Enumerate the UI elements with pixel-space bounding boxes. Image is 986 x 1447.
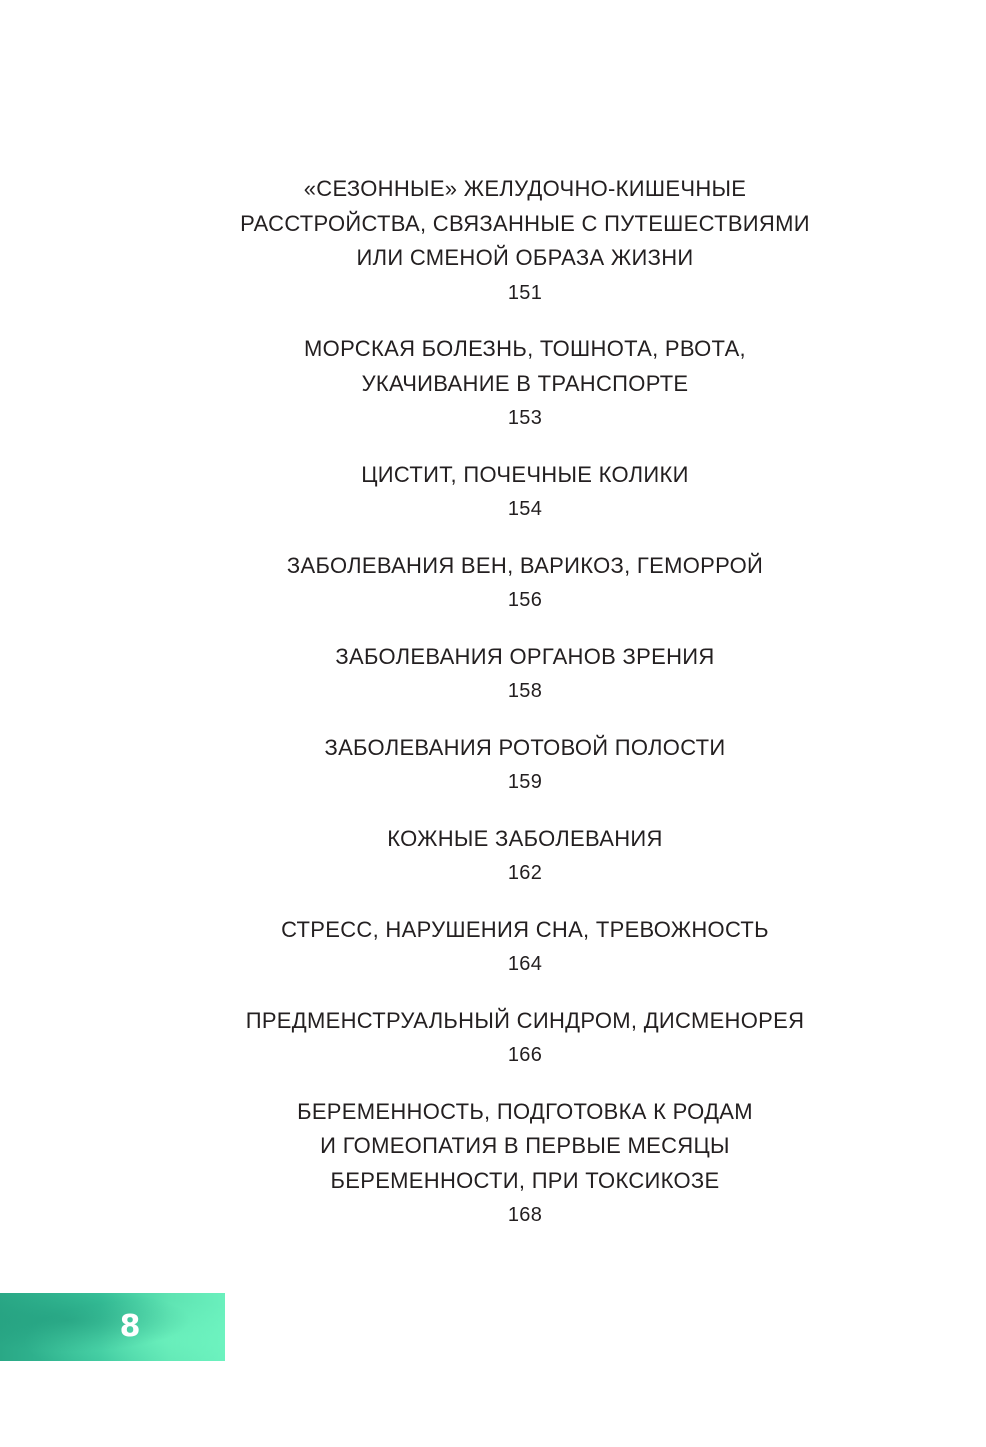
toc-entry-page-number: 162 — [507, 862, 543, 884]
toc-entry[interactable] — [150, 458, 900, 527]
toc-entry-title-line: ЦИСТИТ, ПОЧЕЧНЫЕ КОЛИКИ — [361, 461, 689, 487]
toc-entry[interactable] — [150, 549, 900, 618]
toc-entry[interactable] — [150, 913, 900, 982]
toc-entry-page-number: 166 — [507, 1044, 543, 1066]
page-number-tab — [0, 1293, 225, 1361]
toc-entry-page-number: 153 — [507, 407, 543, 429]
page-number: 8 — [119, 1309, 141, 1344]
toc-entry-title-line: ЗАБОЛЕВАНИЯ ОРГАНОВ ЗРЕНИЯ — [335, 643, 715, 669]
toc-entry-title-line: ПРЕДМЕНСТРУАЛЬНЫЙ СИНДРОМ, ДИСМЕНОРЕЯ — [245, 1007, 805, 1033]
toc-entry-page-number: 158 — [507, 680, 543, 702]
toc-entry-title-line: БЕРЕМЕННОСТЬ, ПОДГОТОВКА К РОДАМ — [297, 1098, 753, 1124]
toc-entry-title-line: МОРСКАЯ БОЛЕЗНЬ, ТОШНОТА, РВОТА, — [304, 336, 746, 361]
toc-entry-page-number: 151 — [507, 281, 543, 304]
toc-entry-page-number: 164 — [507, 953, 543, 975]
toc-entry[interactable] — [150, 332, 900, 436]
toc-entry-title-line: ЗАБОЛЕВАНИЯ РОТОВОЙ ПОЛОСТИ — [324, 734, 726, 760]
toc-entry-title-line: УКАЧИВАНИЕ В ТРАНСПОРТЕ — [361, 370, 689, 396]
toc-entry[interactable] — [150, 172, 900, 310]
toc-entry-title-line: КОЖНЫЕ ЗАБОЛЕВАНИЯ — [387, 825, 663, 851]
toc-entry-title-line: И ГОМЕОПАТИЯ В ПЕРВЫЕ МЕСЯЦЫ — [320, 1133, 730, 1158]
toc-entry[interactable] — [150, 640, 900, 709]
toc-entry-title-line: ЗАБОЛЕВАНИЯ ВЕН, ВАРИКОЗ, ГЕМОРРОЙ — [286, 552, 764, 578]
toc-entry[interactable] — [150, 1004, 900, 1073]
table-of-contents — [150, 172, 900, 1255]
toc-entry-page-number: 154 — [507, 498, 543, 520]
toc-entry[interactable] — [150, 822, 900, 891]
toc-entry-title-line: РАССТРОЙСТВА, СВЯЗАННЫЕ С ПУТЕШЕСТВИЯМИ — [240, 210, 810, 236]
toc-entry-page-number: 159 — [507, 771, 543, 793]
toc-entry-title-line: БЕРЕМЕННОСТИ, ПРИ ТОКСИКОЗЕ — [330, 1167, 720, 1193]
toc-entry-page-number: 168 — [507, 1204, 543, 1226]
toc-entry[interactable] — [150, 731, 900, 800]
toc-entry-page-number: 156 — [507, 589, 543, 611]
toc-entry-title-line: «СЕЗОННЫЕ» ЖЕЛУДОЧНО-КИШЕЧНЫЕ — [303, 176, 747, 201]
toc-entry-title-line: ИЛИ СМЕНОЙ ОБРАЗА ЖИЗНИ — [356, 245, 694, 270]
toc-entry[interactable] — [150, 1095, 900, 1233]
toc-entry-title-line: СТРЕСС, НАРУШЕНИЯ СНА, ТРЕВОЖНОСТЬ — [281, 916, 769, 942]
